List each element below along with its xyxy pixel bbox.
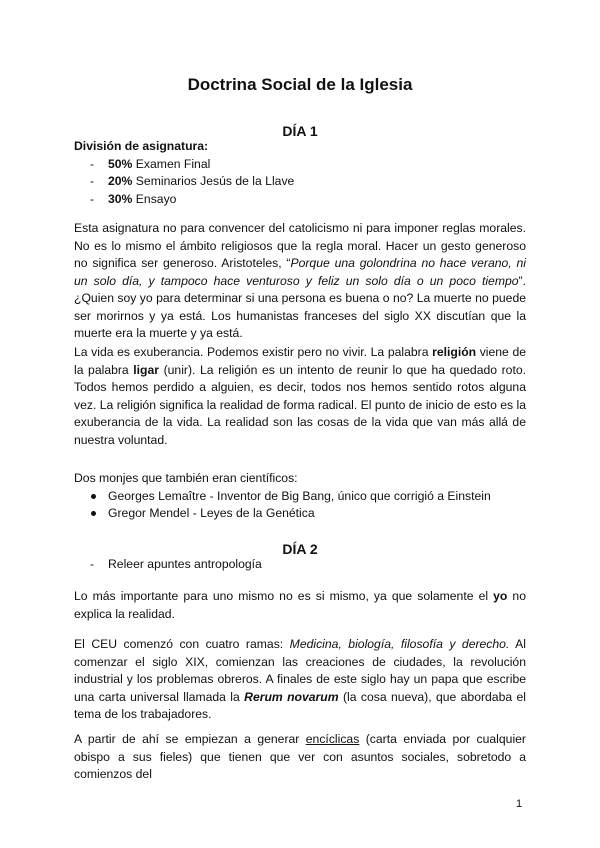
- day-2-heading: DÍA 2: [282, 541, 318, 557]
- aristotle-quote: Porque una golondrina no hace verano, ni un solo día, y tampoco hace venturoso y feliz un solo día o un poco tiempo: [74, 256, 526, 288]
- list-item: Gregor Mendel - Leyes de la Genética: [74, 505, 526, 523]
- monks-intro: Dos monjes que también eran científicos:: [74, 471, 298, 485]
- division-section: [74, 138, 526, 208]
- todo-list: [74, 556, 526, 574]
- grading-item: - 30% Ensayo: [74, 191, 526, 209]
- paragraph-vida: La vida es exuberancia. Podemos existir pero no vivir. La palabra religión viene de la palabra ligar (unir). La religión es un intento de reunir lo que ha quedado roto. Todos hemos perdido a alguien, es decir, todos nos hemos sentido rotos alguna vez. La religión significa la realidad de forma radical. El punto de inicio de esto es la exuberancia de la vida. La realidad son las cosas de la vida que van más allá de nuestra voluntad.: [74, 345, 527, 447]
- grading-item: - 20% Seminarios Jesús de la Llave: [74, 173, 526, 191]
- grading-item: - 50% Examen Final: [74, 156, 526, 174]
- list-item: - Releer apuntes antropología: [74, 556, 526, 574]
- document-title: Doctrina Social de la Iglesia: [187, 75, 413, 94]
- paragraph-yo: Lo más importante para uno mismo no es si mismo, ya que solamente el yo no explica la realidad.: [74, 589, 526, 621]
- monks-list: [74, 488, 526, 523]
- division-label: División de asignatura:: [74, 139, 209, 153]
- grading-list: [74, 156, 526, 209]
- day-1-heading: DÍA 1: [282, 123, 318, 139]
- page-number: 1: [516, 798, 523, 810]
- monks-section: [74, 470, 526, 523]
- paragraph-enciclicas: A partir de ahí se empiezan a generar encíclicas (carta enviada por cualquier obispo a sus fieles) que tienen que ver con asuntos sociales, sobretodo a comienzos del: [74, 732, 526, 781]
- paragraph-ceu: El CEU comenzó con cuatro ramas: Medicina, biología, filosofía y derecho. Al comenzar el siglo XIX, comienzan las creaciones de ciudades, la revolución industrial y los problemas obreros. A finales de este siglo hay un papa que escribe una carta universal llamada la Rerum novarum (la cosa nueva), que abordaba el tema de los trabajadores.: [74, 637, 527, 721]
- paragraph-asignatura: Esta asignatura no para convencer del catolicismo ni para imponer reglas morales. No es lo mismo el ámbito religiosos que la regla moral. Hacer un gesto generoso no significa ser generoso. Aristoteles, “Porque una golondrina no hace verano, ni un solo día, y tampoco hace venturoso y feliz un solo día o un poco tiempo”. ¿Quien soy yo para determinar si una persona es buena o no? La muerte no puede ser morirnos y ya está. Los humanistas franceses del siglo XX discutían que la muerte era la muerte y ya está.: [74, 221, 526, 340]
- list-item: Georges Lemaître - Inventor de Big Bang, único que corrigió a Einstein: [74, 488, 526, 506]
- rerum-novarum: Rerum novarum: [244, 689, 339, 704]
